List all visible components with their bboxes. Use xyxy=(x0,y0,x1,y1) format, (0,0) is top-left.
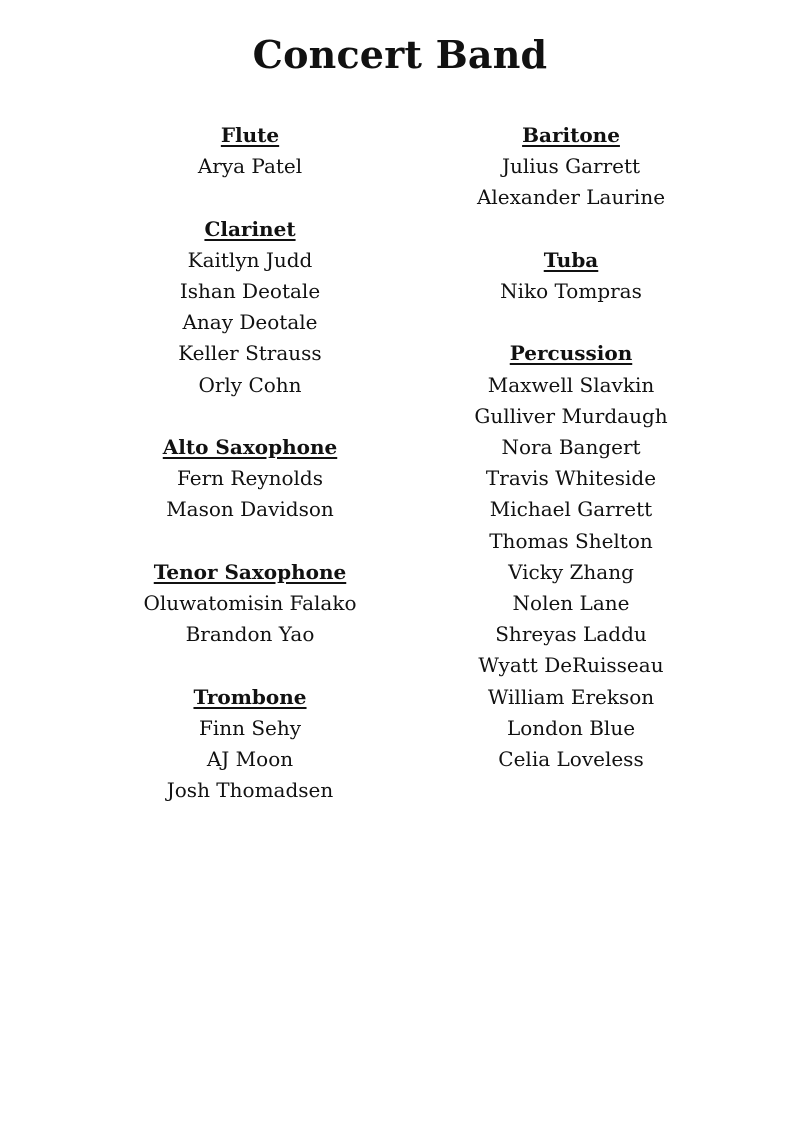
member-name: Finn Sehy xyxy=(198,715,302,740)
left-column xyxy=(85,120,415,806)
section-tenor-saxophone xyxy=(85,557,415,651)
section-heading: Trombone xyxy=(193,684,307,709)
member-name: Julius Garrett xyxy=(501,154,641,179)
member-name: William Erekson xyxy=(487,684,655,709)
member-name: Thomas Shelton xyxy=(489,528,653,553)
member-name: Arya Patel xyxy=(197,154,303,179)
member-name: Shreyas Laddu xyxy=(495,622,647,647)
member-name: AJ Moon xyxy=(206,747,294,771)
section-heading: Flute xyxy=(220,123,280,147)
member-name: Gulliver Murdaugh xyxy=(474,403,668,428)
section-heading: Tenor Saxophone xyxy=(153,559,347,584)
member-list xyxy=(85,713,415,807)
section-heading: Percussion xyxy=(509,341,633,366)
section-heading: Tuba xyxy=(543,247,599,272)
member-name: Fern Reynolds xyxy=(177,466,323,491)
member-name: Brandon Yao xyxy=(185,622,315,647)
member-list xyxy=(85,588,415,650)
member-name: London Blue xyxy=(506,715,636,740)
member-name: Celia Loveless xyxy=(498,747,644,772)
section-tuba xyxy=(406,245,736,307)
right-column xyxy=(406,120,736,775)
section-percussion xyxy=(406,338,736,775)
member-list xyxy=(406,276,736,307)
section-heading: Clarinet xyxy=(204,216,296,241)
member-name: Josh Thomadsen xyxy=(166,778,334,803)
member-name: Nora Bangert xyxy=(501,435,641,459)
section-alto-saxophone xyxy=(85,432,415,526)
member-name: Keller Strauss xyxy=(178,341,322,366)
section-baritone xyxy=(406,120,736,214)
member-name: Michael Garrett xyxy=(489,497,653,522)
member-name: Niko Tompras xyxy=(500,279,642,303)
section-trombone xyxy=(85,682,415,807)
member-name: Maxwell Slavkin xyxy=(487,372,655,397)
member-name: Vicky Zhang xyxy=(508,559,634,584)
section-heading: Baritone xyxy=(522,123,620,147)
member-list xyxy=(406,370,736,776)
member-list xyxy=(85,151,415,182)
section-heading: Alto Saxophone xyxy=(162,435,338,459)
member-name: Ishan Deotale xyxy=(179,279,321,303)
member-list xyxy=(85,463,415,525)
member-name: Wyatt DeRuisseau xyxy=(478,653,664,678)
member-list xyxy=(406,151,736,213)
section-clarinet xyxy=(85,214,415,401)
member-name: Travis Whiteside xyxy=(485,466,657,491)
member-list xyxy=(85,245,415,401)
member-name: Oluwatomisin Falako xyxy=(143,591,357,615)
member-name: Nolen Lane xyxy=(512,591,630,616)
member-name: Kaitlyn Judd xyxy=(187,247,313,272)
member-name: Anay Deotale xyxy=(182,310,318,335)
page-title: Concert Band xyxy=(252,32,548,77)
member-name: Mason Davidson xyxy=(166,497,334,522)
member-name: Orly Cohn xyxy=(198,372,302,397)
member-name: Alexander Laurine xyxy=(476,185,666,210)
section-flute xyxy=(85,120,415,182)
